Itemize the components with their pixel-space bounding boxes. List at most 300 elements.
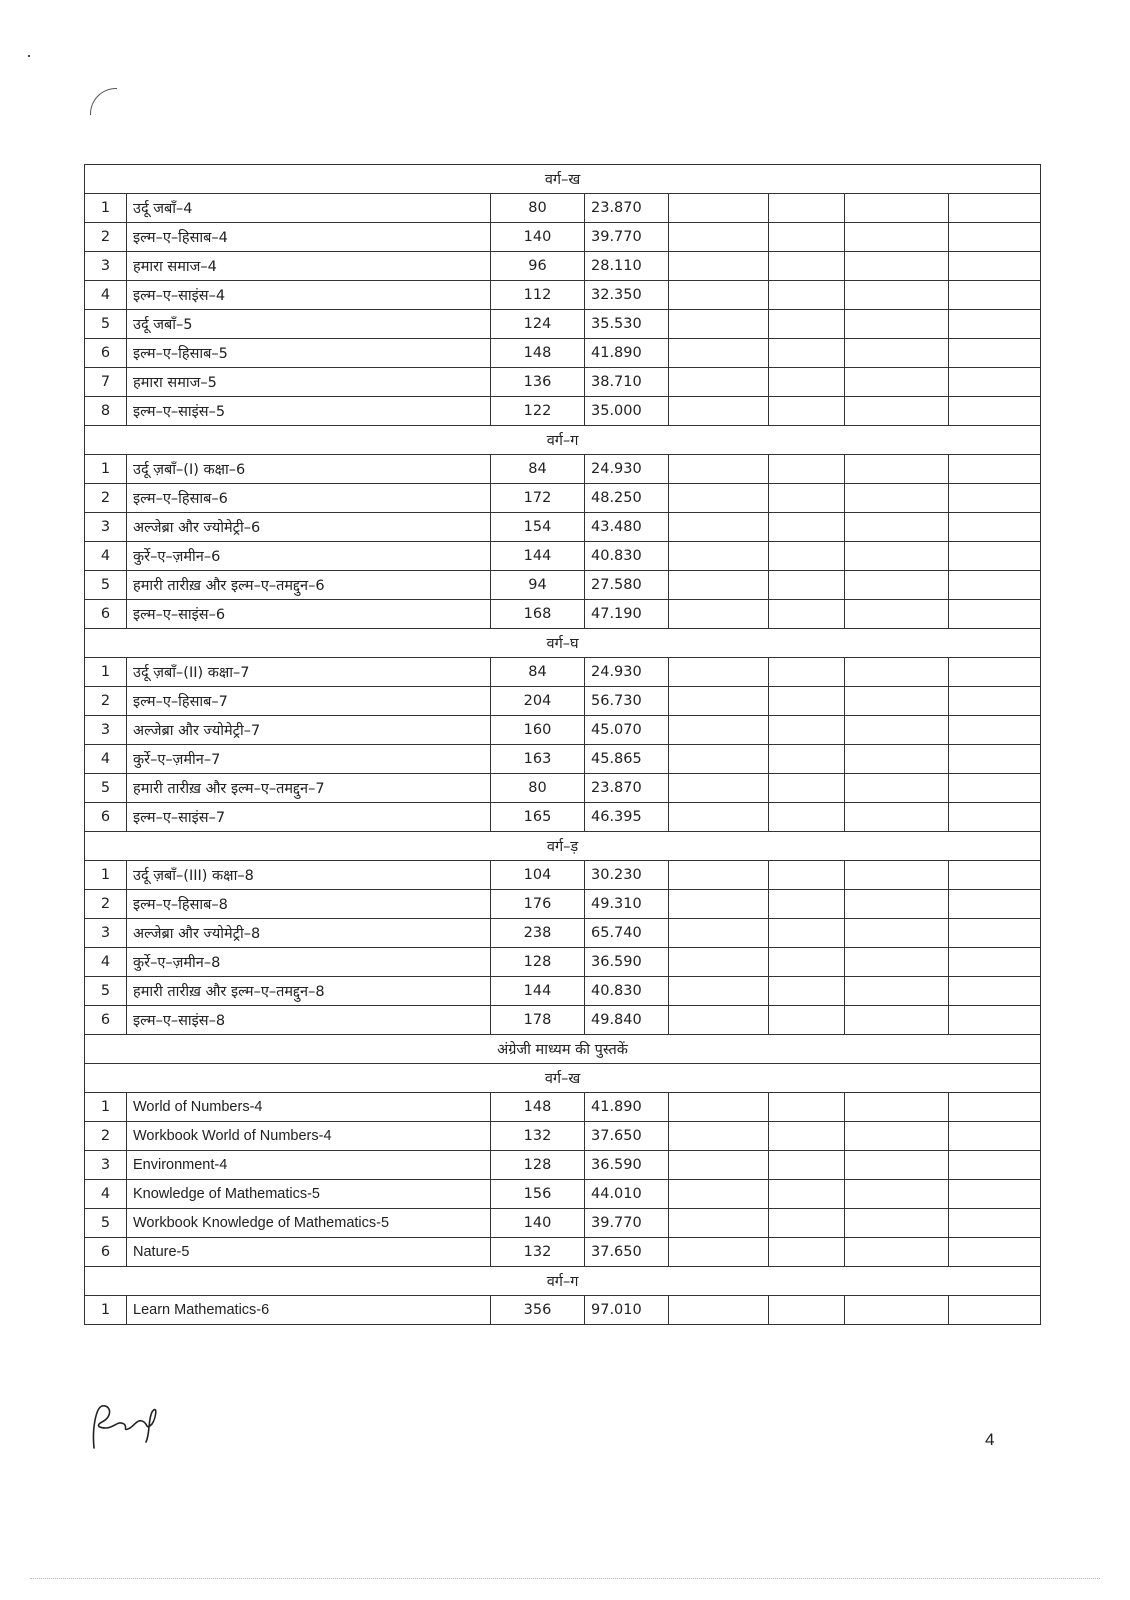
book-price: 37.650 (585, 1238, 669, 1267)
corner-fold-mark (90, 88, 117, 115)
book-price: 40.830 (585, 542, 669, 571)
empty-cell (845, 803, 949, 832)
table-row (85, 1238, 1041, 1267)
table-row (85, 600, 1041, 629)
empty-cell (845, 687, 949, 716)
empty-cell (949, 513, 1041, 542)
book-title: उर्दू ज़बाँ–(II) कक्षा–7 (127, 658, 491, 687)
book-title: हमारी तारीख़ और इल्म–ए–तमद्दुन–6 (127, 571, 491, 600)
section-title: वर्ग–ड़ (85, 832, 1041, 861)
empty-cell (949, 745, 1041, 774)
empty-cell (669, 223, 769, 252)
page-count: 144 (491, 977, 585, 1006)
empty-cell (845, 1122, 949, 1151)
empty-cell (669, 281, 769, 310)
empty-cell (845, 600, 949, 629)
page-count: 122 (491, 397, 585, 426)
empty-cell (949, 774, 1041, 803)
page-count: 128 (491, 1151, 585, 1180)
empty-cell (949, 484, 1041, 513)
empty-cell (845, 1180, 949, 1209)
empty-cell (845, 397, 949, 426)
empty-cell (669, 1238, 769, 1267)
book-price: 45.865 (585, 745, 669, 774)
table-row (85, 745, 1041, 774)
empty-cell (845, 281, 949, 310)
table-row (85, 484, 1041, 513)
empty-cell (845, 310, 949, 339)
book-title: अल्जेब्रा और ज्योमेट्री–6 (127, 513, 491, 542)
empty-cell (949, 948, 1041, 977)
scan-edge-dots (30, 1578, 1100, 1579)
empty-cell (769, 397, 845, 426)
page-count: 356 (491, 1296, 585, 1325)
book-title: इल्म–ए–साइंस–4 (127, 281, 491, 310)
empty-cell (845, 861, 949, 890)
empty-cell (769, 1151, 845, 1180)
table-row (85, 397, 1041, 426)
book-title: इल्म–ए–हिसाब–4 (127, 223, 491, 252)
empty-cell (949, 223, 1041, 252)
empty-cell (769, 194, 845, 223)
section-title: वर्ग–ख (85, 165, 1041, 194)
table-row (85, 716, 1041, 745)
book-title: उर्दू ज़बाँ–(III) कक्षा–8 (127, 861, 491, 890)
book-title: हमारी तारीख़ और इल्म–ए–तमद्दुन–7 (127, 774, 491, 803)
empty-cell (769, 919, 845, 948)
section-header-row (85, 832, 1041, 861)
empty-cell (949, 1238, 1041, 1267)
book-title: Knowledge of Mathematics-5 (127, 1180, 491, 1209)
empty-cell (669, 948, 769, 977)
empty-cell (669, 1180, 769, 1209)
table-row (85, 194, 1041, 223)
empty-cell (845, 658, 949, 687)
serial-number: 6 (85, 339, 127, 368)
empty-cell (845, 368, 949, 397)
empty-cell (669, 542, 769, 571)
empty-cell (769, 861, 845, 890)
empty-cell (949, 397, 1041, 426)
book-title: Environment-4 (127, 1151, 491, 1180)
empty-cell (669, 600, 769, 629)
empty-cell (769, 223, 845, 252)
section-header-row (85, 1064, 1041, 1093)
book-price: 24.930 (585, 658, 669, 687)
table-row (85, 281, 1041, 310)
table-row (85, 803, 1041, 832)
table-row (85, 252, 1041, 281)
serial-number: 6 (85, 600, 127, 629)
empty-cell (949, 542, 1041, 571)
serial-number: 5 (85, 310, 127, 339)
section-title: अंग्रेजी माध्यम की पुस्तकें (85, 1035, 1041, 1064)
empty-cell (845, 513, 949, 542)
page-count: 132 (491, 1238, 585, 1267)
book-price: 48.250 (585, 484, 669, 513)
empty-cell (669, 484, 769, 513)
empty-cell (669, 1006, 769, 1035)
book-price: 36.590 (585, 1151, 669, 1180)
empty-cell (669, 339, 769, 368)
table-row (85, 1296, 1041, 1325)
book-price: 36.590 (585, 948, 669, 977)
empty-cell (845, 455, 949, 484)
book-price: 40.830 (585, 977, 669, 1006)
empty-cell (949, 1180, 1041, 1209)
empty-cell (845, 890, 949, 919)
serial-number: 1 (85, 194, 127, 223)
empty-cell (949, 1122, 1041, 1151)
serial-number: 2 (85, 687, 127, 716)
empty-cell (769, 542, 845, 571)
empty-cell (949, 455, 1041, 484)
serial-number: 3 (85, 919, 127, 948)
page-count: 136 (491, 368, 585, 397)
page-count: 176 (491, 890, 585, 919)
empty-cell (769, 455, 845, 484)
page-count: 84 (491, 658, 585, 687)
empty-cell (949, 1006, 1041, 1035)
empty-cell (669, 687, 769, 716)
book-price: 49.310 (585, 890, 669, 919)
serial-number: 5 (85, 571, 127, 600)
serial-number: 3 (85, 716, 127, 745)
empty-cell (949, 281, 1041, 310)
empty-cell (669, 861, 769, 890)
empty-cell (949, 310, 1041, 339)
page-count: 172 (491, 484, 585, 513)
book-price: 39.770 (585, 223, 669, 252)
serial-number: 5 (85, 977, 127, 1006)
empty-cell (769, 339, 845, 368)
empty-cell (845, 339, 949, 368)
empty-cell (769, 716, 845, 745)
section-header-row (85, 165, 1041, 194)
empty-cell (669, 977, 769, 1006)
book-title: कुर्रे–ए–ज़मीन–7 (127, 745, 491, 774)
empty-cell (949, 803, 1041, 832)
book-price: 32.350 (585, 281, 669, 310)
table-row (85, 1093, 1041, 1122)
serial-number: 5 (85, 774, 127, 803)
empty-cell (949, 687, 1041, 716)
page-count: 178 (491, 1006, 585, 1035)
table-row (85, 1180, 1041, 1209)
empty-cell (949, 1296, 1041, 1325)
empty-cell (949, 977, 1041, 1006)
empty-cell (769, 745, 845, 774)
empty-cell (845, 919, 949, 948)
empty-cell (845, 484, 949, 513)
empty-cell (949, 1209, 1041, 1238)
book-price: 65.740 (585, 919, 669, 948)
section-header-row (85, 426, 1041, 455)
serial-number: 3 (85, 252, 127, 281)
page-count: 80 (491, 194, 585, 223)
table-body (85, 165, 1041, 1325)
empty-cell (769, 1209, 845, 1238)
section-title: वर्ग–घ (85, 629, 1041, 658)
empty-cell (845, 1093, 949, 1122)
book-price: 46.395 (585, 803, 669, 832)
book-price: 41.890 (585, 339, 669, 368)
empty-cell (845, 1209, 949, 1238)
book-title: इल्म–ए–साइंस–7 (127, 803, 491, 832)
empty-cell (669, 571, 769, 600)
empty-cell (845, 774, 949, 803)
table-row (85, 1209, 1041, 1238)
page-count: 204 (491, 687, 585, 716)
page-count: 144 (491, 542, 585, 571)
table-row (85, 542, 1041, 571)
page-count: 160 (491, 716, 585, 745)
book-title: अल्जेब्रा और ज्योमेट्री–7 (127, 716, 491, 745)
book-title: World of Numbers-4 (127, 1093, 491, 1122)
section-title: वर्ग–ग (85, 1267, 1041, 1296)
table-row (85, 890, 1041, 919)
empty-cell (769, 600, 845, 629)
serial-number: 2 (85, 890, 127, 919)
book-title: इल्म–ए–हिसाब–8 (127, 890, 491, 919)
book-price: 41.890 (585, 1093, 669, 1122)
table-row (85, 861, 1041, 890)
serial-number: 6 (85, 1238, 127, 1267)
book-price: 38.710 (585, 368, 669, 397)
book-price: 44.010 (585, 1180, 669, 1209)
book-title: इल्म–ए–साइंस–5 (127, 397, 491, 426)
book-title: इल्म–ए–हिसाब–6 (127, 484, 491, 513)
empty-cell (845, 745, 949, 774)
empty-cell (769, 658, 845, 687)
empty-cell (669, 1209, 769, 1238)
empty-cell (769, 1180, 845, 1209)
empty-cell (845, 194, 949, 223)
table-row (85, 339, 1041, 368)
table-row (85, 687, 1041, 716)
book-price-table (84, 164, 1041, 1325)
table-row (85, 1151, 1041, 1180)
empty-cell (949, 252, 1041, 281)
book-title: कुर्रे–ए–ज़मीन–8 (127, 948, 491, 977)
empty-cell (769, 252, 845, 281)
empty-cell (669, 716, 769, 745)
book-price: 23.870 (585, 774, 669, 803)
page-count: 84 (491, 455, 585, 484)
table-row (85, 223, 1041, 252)
empty-cell (769, 977, 845, 1006)
book-price: 37.650 (585, 1122, 669, 1151)
book-title: इल्म–ए–साइंस–6 (127, 600, 491, 629)
empty-cell (949, 600, 1041, 629)
serial-number: 4 (85, 281, 127, 310)
empty-cell (845, 1238, 949, 1267)
book-title: इल्म–ए–हिसाब–5 (127, 339, 491, 368)
table-row (85, 774, 1041, 803)
page-count: 104 (491, 861, 585, 890)
book-title: इल्म–ए–हिसाब–7 (127, 687, 491, 716)
page-count: 140 (491, 1209, 585, 1238)
empty-cell (669, 252, 769, 281)
empty-cell (845, 1151, 949, 1180)
table-row (85, 658, 1041, 687)
empty-cell (669, 310, 769, 339)
book-title: हमारा समाज–5 (127, 368, 491, 397)
table-row (85, 1006, 1041, 1035)
empty-cell (669, 919, 769, 948)
serial-number: 2 (85, 484, 127, 513)
page-count: 163 (491, 745, 585, 774)
empty-cell (669, 397, 769, 426)
book-price: 97.010 (585, 1296, 669, 1325)
serial-number: 1 (85, 1093, 127, 1122)
empty-cell (949, 919, 1041, 948)
serial-number: 1 (85, 455, 127, 484)
page-count: 148 (491, 1093, 585, 1122)
table-row (85, 571, 1041, 600)
book-price: 49.840 (585, 1006, 669, 1035)
empty-cell (845, 1006, 949, 1035)
serial-number: 7 (85, 368, 127, 397)
section-header-row (85, 1267, 1041, 1296)
empty-cell (669, 194, 769, 223)
book-price: 27.580 (585, 571, 669, 600)
serial-number: 1 (85, 1296, 127, 1325)
page-count: 140 (491, 223, 585, 252)
empty-cell (669, 368, 769, 397)
table-row (85, 977, 1041, 1006)
empty-cell (949, 571, 1041, 600)
serial-number: 3 (85, 513, 127, 542)
empty-cell (769, 281, 845, 310)
page-count: 128 (491, 948, 585, 977)
page-count: 238 (491, 919, 585, 948)
book-price: 28.110 (585, 252, 669, 281)
book-price: 45.070 (585, 716, 669, 745)
page-count: 96 (491, 252, 585, 281)
scan-speck (28, 55, 30, 57)
table-row (85, 513, 1041, 542)
empty-cell (669, 1093, 769, 1122)
page-count: 165 (491, 803, 585, 832)
page-count: 154 (491, 513, 585, 542)
empty-cell (769, 484, 845, 513)
table-row (85, 310, 1041, 339)
empty-cell (845, 223, 949, 252)
book-price: 39.770 (585, 1209, 669, 1238)
book-title: इल्म–ए–साइंस–8 (127, 1006, 491, 1035)
table-row (85, 919, 1041, 948)
section-header-row (85, 629, 1041, 658)
book-title: हमारी तारीख़ और इल्म–ए–तमद्दुन–8 (127, 977, 491, 1006)
book-title: उर्दू जबाँ–5 (127, 310, 491, 339)
empty-cell (769, 368, 845, 397)
empty-cell (769, 687, 845, 716)
empty-cell (769, 774, 845, 803)
empty-cell (845, 716, 949, 745)
book-title: Nature-5 (127, 1238, 491, 1267)
page-count: 80 (491, 774, 585, 803)
serial-number: 4 (85, 745, 127, 774)
page-count: 168 (491, 600, 585, 629)
book-price: 24.930 (585, 455, 669, 484)
empty-cell (949, 716, 1041, 745)
empty-cell (669, 890, 769, 919)
book-title: हमारा समाज–4 (127, 252, 491, 281)
serial-number: 4 (85, 948, 127, 977)
empty-cell (845, 571, 949, 600)
table-row (85, 948, 1041, 977)
empty-cell (949, 1093, 1041, 1122)
serial-number: 4 (85, 1180, 127, 1209)
table-row (85, 1122, 1041, 1151)
empty-cell (669, 745, 769, 774)
book-price: 56.730 (585, 687, 669, 716)
page-count: 156 (491, 1180, 585, 1209)
page-count: 94 (491, 571, 585, 600)
page-number: 4 (985, 1430, 995, 1449)
empty-cell (845, 542, 949, 571)
section-title: वर्ग–ख (85, 1064, 1041, 1093)
empty-cell (949, 658, 1041, 687)
book-price: 23.870 (585, 194, 669, 223)
book-title: उर्दू ज़बाँ–(I) कक्षा–6 (127, 455, 491, 484)
empty-cell (769, 803, 845, 832)
empty-cell (949, 890, 1041, 919)
book-title: Workbook Knowledge of Mathematics-5 (127, 1209, 491, 1238)
book-title: अल्जेब्रा और ज्योमेट्री–8 (127, 919, 491, 948)
book-price: 35.530 (585, 310, 669, 339)
serial-number: 4 (85, 542, 127, 571)
book-title: कुर्रे–ए–ज़मीन–6 (127, 542, 491, 571)
book-price: 47.190 (585, 600, 669, 629)
empty-cell (769, 1122, 845, 1151)
book-title: Workbook World of Numbers-4 (127, 1122, 491, 1151)
empty-cell (669, 513, 769, 542)
empty-cell (845, 252, 949, 281)
empty-cell (769, 1006, 845, 1035)
empty-cell (949, 368, 1041, 397)
book-price: 30.230 (585, 861, 669, 890)
table-row (85, 368, 1041, 397)
serial-number: 1 (85, 861, 127, 890)
serial-number: 8 (85, 397, 127, 426)
serial-number: 5 (85, 1209, 127, 1238)
empty-cell (769, 1093, 845, 1122)
section-title: वर्ग–ग (85, 426, 1041, 455)
empty-cell (769, 571, 845, 600)
empty-cell (669, 774, 769, 803)
empty-cell (845, 977, 949, 1006)
empty-cell (669, 1151, 769, 1180)
book-title: उर्दू जबाँ–4 (127, 194, 491, 223)
page-count: 112 (491, 281, 585, 310)
empty-cell (769, 948, 845, 977)
serial-number: 6 (85, 803, 127, 832)
english-medium-heading-row (85, 1035, 1041, 1064)
page-count: 124 (491, 310, 585, 339)
empty-cell (669, 1296, 769, 1325)
page-count: 148 (491, 339, 585, 368)
empty-cell (769, 513, 845, 542)
serial-number: 2 (85, 1122, 127, 1151)
book-title: Learn Mathematics-6 (127, 1296, 491, 1325)
empty-cell (669, 658, 769, 687)
book-price: 35.000 (585, 397, 669, 426)
empty-cell (769, 310, 845, 339)
empty-cell (845, 948, 949, 977)
empty-cell (769, 890, 845, 919)
